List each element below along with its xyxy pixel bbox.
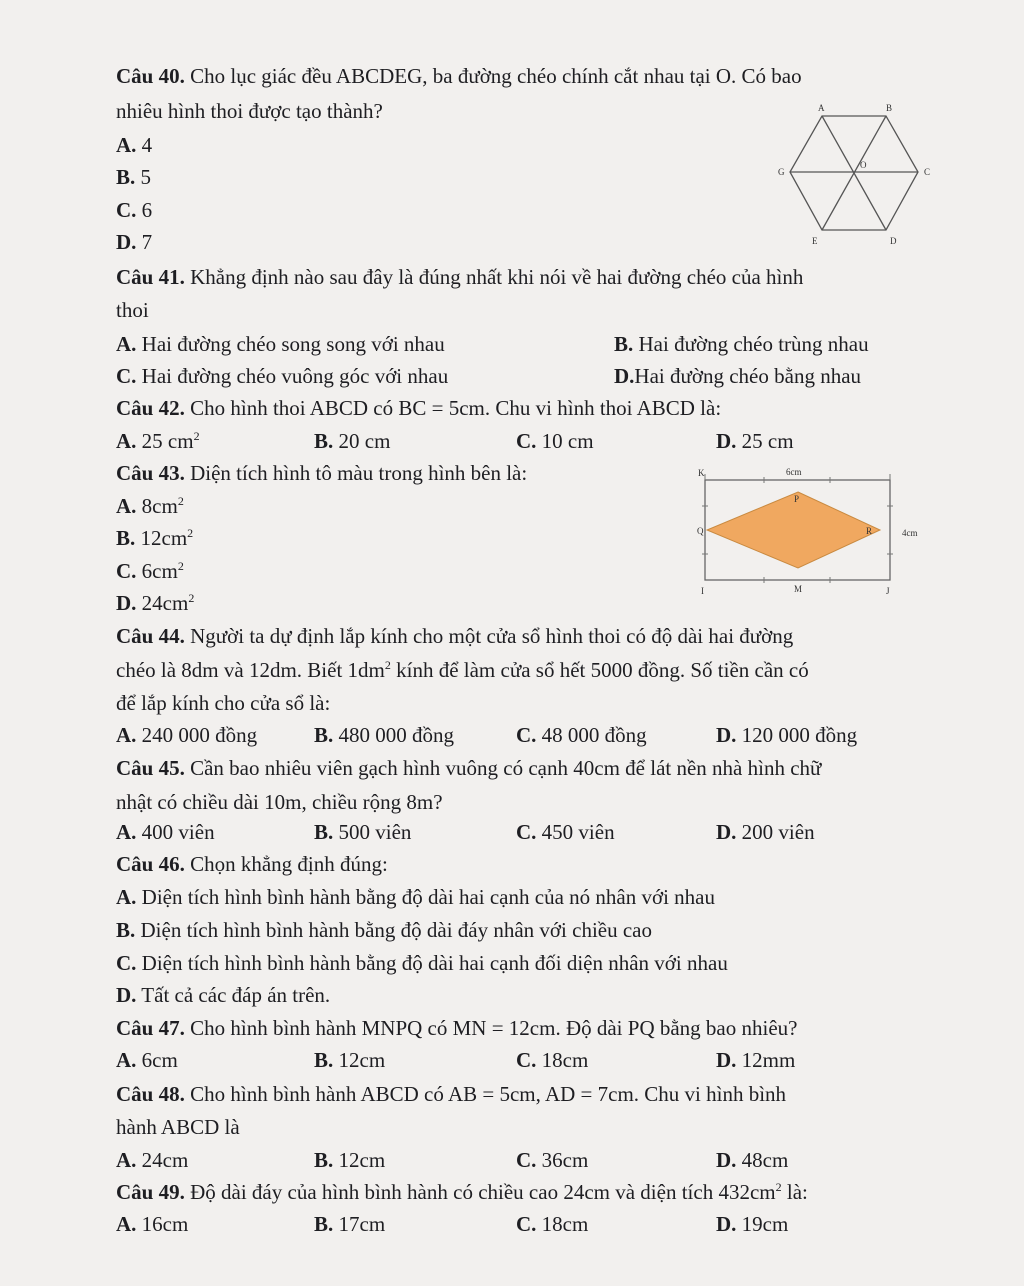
q42-option-b: B. 20 cm (314, 429, 391, 453)
q46-option-a: A. Diện tích hình bình hành bằng độ dài hai cạnh của nó nhân với nhau (116, 885, 715, 909)
q49-option-a: A. 16cm (116, 1212, 189, 1236)
q42-line-1: Câu 42. Cho hình thoi ABCD có BC = 5cm. Chu vi hình thoi ABCD là: (116, 396, 722, 420)
q44-option-a: A. 240 000 đồng (116, 723, 258, 747)
q45-line-1: Câu 45. Cần bao nhiêu viên gạch hình vuông có cạnh 40cm để lát nền nhà hình chữ (116, 756, 822, 780)
q45-option-c: C. 450 viên (516, 820, 615, 844)
q44-option-c: C. 48 000 đồng (516, 723, 647, 747)
q48-option-a: A. 24cm (116, 1148, 189, 1172)
q49-number: Câu 49. (116, 1180, 185, 1204)
q46-number: Câu 46. (116, 852, 185, 876)
hex-label-a: A (818, 103, 825, 113)
q49-line-1: Câu 49. Độ dài đáy của hình bình hành có chiều cao 24cm và diện tích $432cm^2$ là: (116, 1180, 808, 1204)
rhombus-label-r: R (866, 526, 873, 536)
q40-option-b: B. 5 (116, 165, 152, 189)
q44-line-2: chéo là 8dm và 12dm. Biết $1dm^2$ kính để làm cửa sổ hết 5000 đồng. Số tiền cần có (116, 658, 809, 682)
q48-option-d: D. 48cm (716, 1148, 789, 1172)
q40-option-d: D. 7 (116, 230, 153, 254)
hex-label-c: C (924, 167, 931, 177)
q44-option-b: B. 480 000 đồng (314, 723, 455, 747)
q47-option-d: D. 12mm (716, 1048, 796, 1072)
q40-text-1: Cho lục giác đều ABCDEG, ba đường chéo chính cắt nhau tại O. Có bao (190, 64, 802, 88)
q43-option-c: C. $6cm^2$ (116, 559, 184, 583)
q40-line-1 (116, 62, 802, 90)
q41-line-1: Câu 41. Khẳng định nào sau đây là đúng nhất khi nói về hai đường chéo của hình (116, 265, 804, 289)
rhombus-figure (690, 466, 940, 600)
q43-option-b: B. $12cm^2$ (116, 526, 194, 550)
q43-option-a: A. $8cm^2$ (116, 494, 184, 518)
q47-option-c: C. 18cm (516, 1048, 589, 1072)
q44-text-3: để lắp kính cho cửa sổ là: (116, 691, 331, 715)
hex-label-o: O (860, 160, 867, 170)
q42-option-a: A. 25 $cm^2$ (116, 429, 200, 453)
q41-text-2: thoi (116, 298, 149, 322)
q40-option-c: C. 6 (116, 198, 153, 222)
q46-option-c: C. Diện tích hình bình hành bằng độ dài hai cạnh đối diện nhân với nhau (116, 951, 728, 975)
rhombus-label-j: J (886, 586, 890, 596)
q43-line-1: Câu 43. Diện tích hình tô màu trong hình bên là: (116, 461, 528, 485)
q48-option-c: C. 36cm (516, 1148, 589, 1172)
rhombus-side-dimension: 4cm (902, 528, 918, 538)
q47-option-b: B. 12cm (314, 1048, 386, 1072)
hex-label-b: B (886, 103, 893, 113)
rhombus-label-q: Q (697, 526, 704, 536)
hex-label-d: D (890, 236, 897, 246)
q47-number: Câu 47. (116, 1016, 185, 1040)
q41-option-c: C. Hai đường chéo vuông góc với nhau (116, 364, 449, 388)
hex-label-g: G (778, 167, 785, 177)
q46-option-d: D. Tất cả các đáp án trên. (116, 983, 331, 1007)
q47-line-1: Câu 47. Cho hình bình hành MNPQ có MN = 12cm. Độ dài PQ bằng bao nhiêu? (116, 1016, 798, 1040)
rhombus-label-p: P (794, 494, 800, 504)
q44-option-d: D. 120 000 đồng (716, 723, 858, 747)
q41-number: Câu 41. (116, 265, 185, 289)
q49-option-c: C. 18cm (516, 1212, 589, 1236)
q43-number: Câu 43. (116, 461, 185, 485)
q40-option-a: A. 4 (116, 133, 153, 157)
q46-option-b: B. Diện tích hình bình hành bằng độ dài đáy nhân với chiều cao (116, 918, 652, 942)
hexagon-figure (760, 100, 950, 250)
q42-number: Câu 42. (116, 396, 185, 420)
q44-line-1: Câu 44. Người ta dự định lắp kính cho một cửa sổ hình thoi có độ dài hai đường (116, 624, 794, 648)
q45-option-a: A. 400 viên (116, 820, 215, 844)
q48-line-1: Câu 48. Cho hình bình hành ABCD có AB = 5cm, AD = 7cm. Chu vi hình bình (116, 1082, 787, 1106)
q45-number: Câu 45. (116, 756, 185, 780)
q40-number: Câu 40. (116, 64, 185, 88)
rhombus-label-k: K (698, 468, 705, 478)
q49-option-b: B. 17cm (314, 1212, 386, 1236)
rhombus-label-i: I (701, 586, 704, 596)
rhombus-label-m: M (794, 584, 803, 594)
q40-text-2: nhiêu hình thoi được tạo thành? (116, 99, 383, 123)
q47-option-a: A. 6cm (116, 1048, 178, 1072)
q44-number: Câu 44. (116, 624, 185, 648)
q41-option-d: D.Hai đường chéo bằng nhau (614, 364, 862, 388)
q45-option-b: B. 500 viên (314, 820, 412, 844)
q46-line-1: Câu 46. Chọn khẳng định đúng: (116, 852, 388, 876)
q48-text-2: hành ABCD là (116, 1115, 240, 1139)
q49-option-d: D. 19cm (716, 1212, 789, 1236)
q45-text-2: nhật có chiều dài 10m, chiều rộng 8m? (116, 790, 443, 814)
q41-option-a: A. Hai đường chéo song song với nhau (116, 332, 445, 356)
q48-number: Câu 48. (116, 1082, 185, 1106)
q42-option-c: C. 10 cm (516, 429, 594, 453)
q45-option-d: D. 200 viên (716, 820, 815, 844)
q41-option-b: B. Hai đường chéo trùng nhau (614, 332, 869, 356)
q48-option-b: B. 12cm (314, 1148, 386, 1172)
q43-option-d: D. $24cm^2$ (116, 591, 195, 615)
q42-option-d: D. 25 cm (716, 429, 794, 453)
rhombus-top-dimension: 6cm (786, 467, 802, 477)
hex-label-e: E (812, 236, 818, 246)
